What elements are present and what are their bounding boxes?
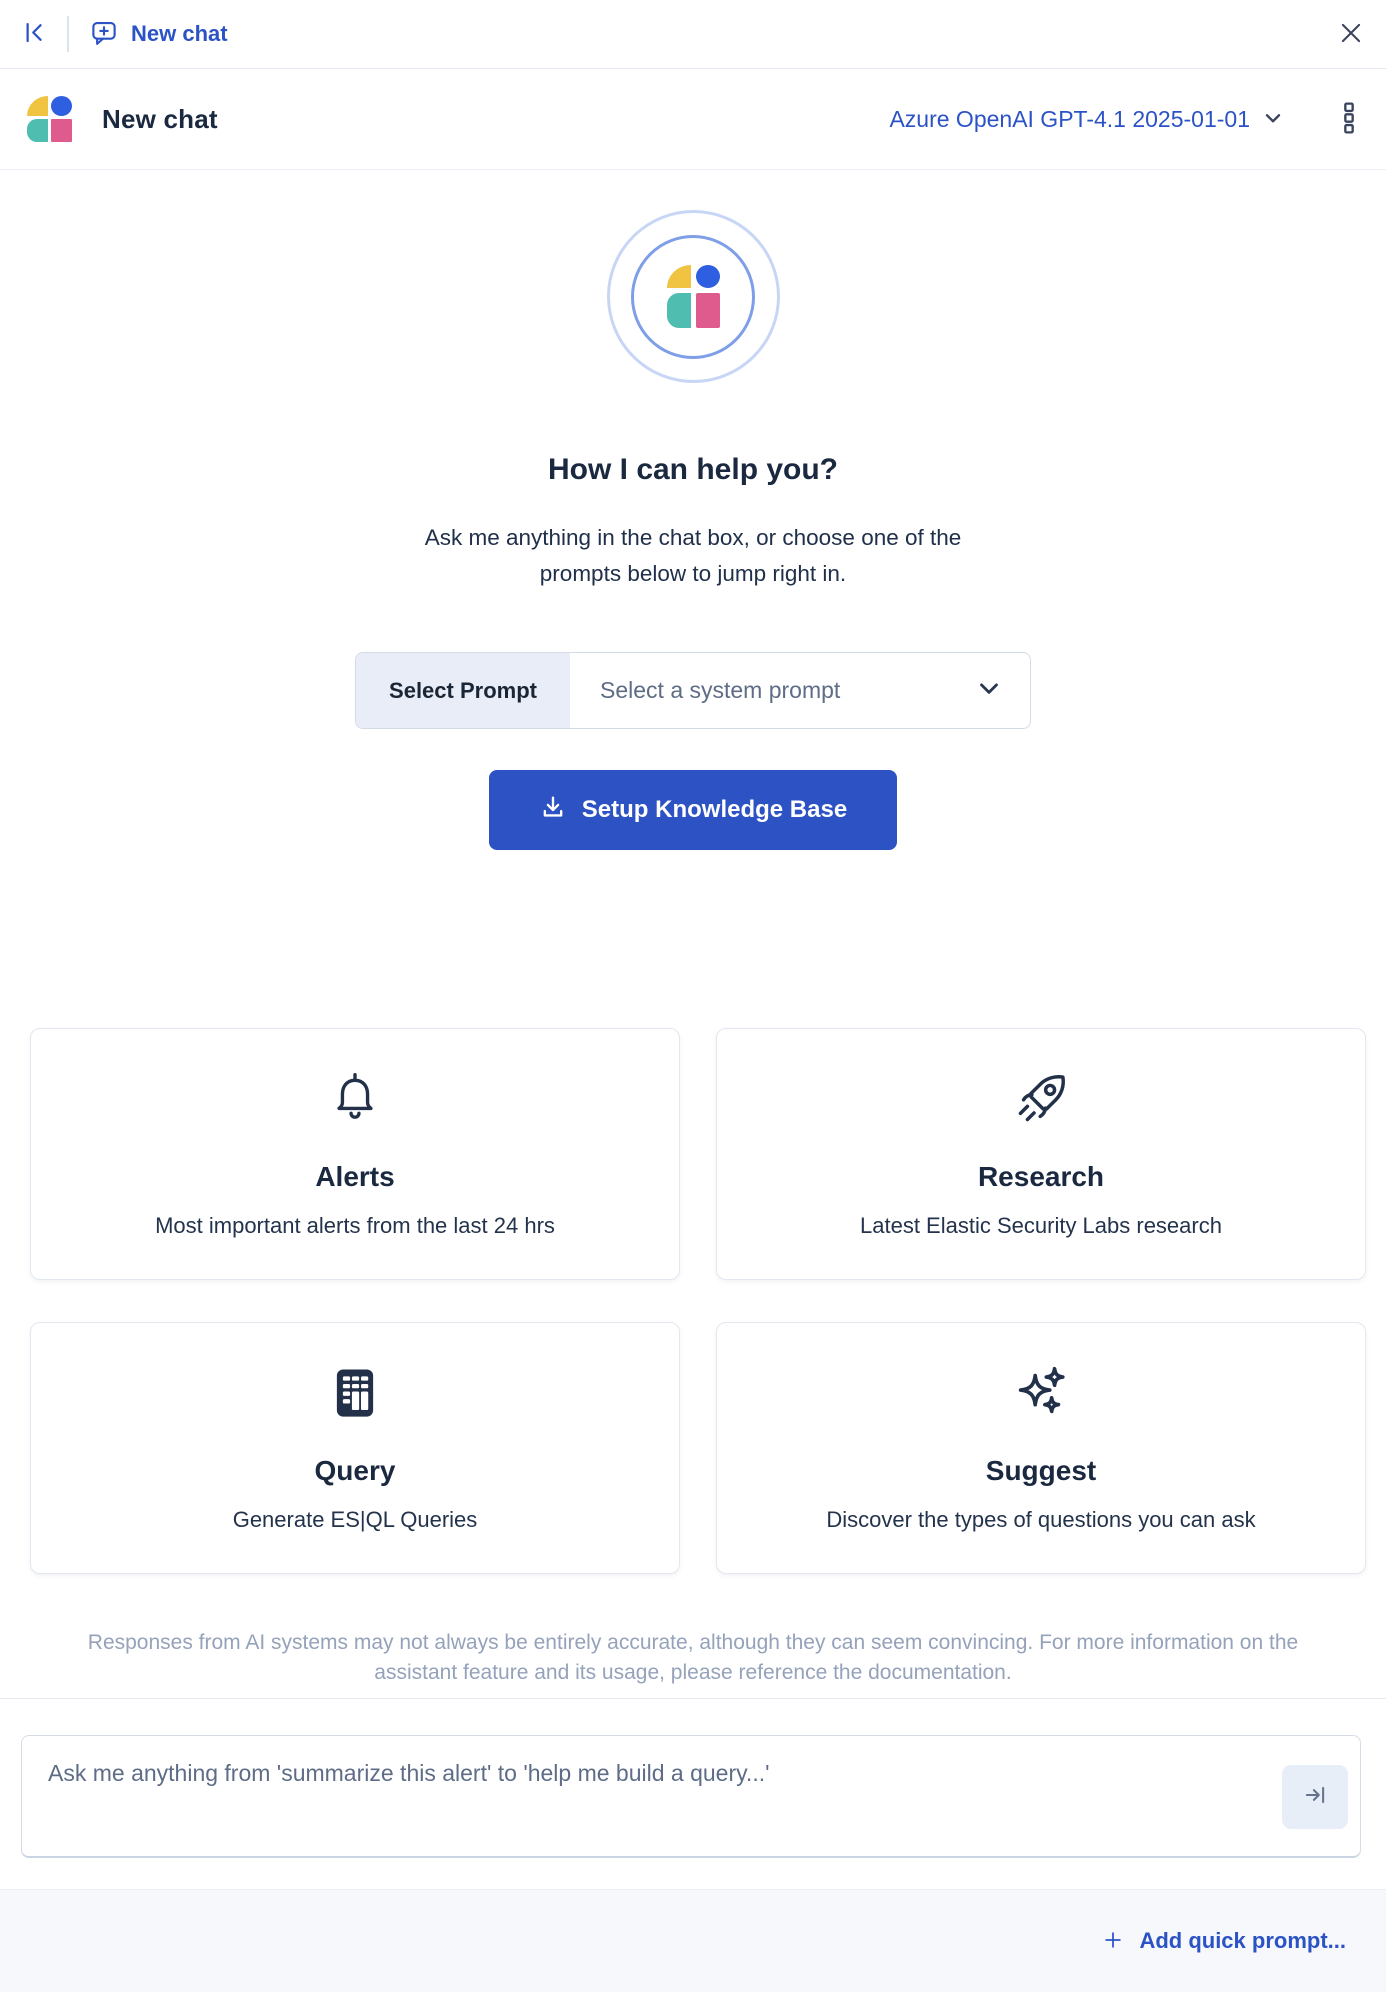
logo-shape-blue: [51, 96, 72, 116]
card-title: Query: [314, 1455, 396, 1486]
chat-composer: [21, 1735, 1361, 1858]
send-message-button[interactable]: [1282, 1765, 1348, 1829]
welcome-heading: How I can help you?: [547, 453, 839, 486]
ai-disclaimer: Responses from AI systems may not always be entirely accurate, although they can seem convincing. For more information on the assistant feature and its usage, please reference the documentation.: [87, 1631, 1299, 1684]
plus-icon: [1102, 1929, 1124, 1954]
assistant-logo-icon: [27, 96, 72, 142]
logo-shape-teal: [27, 119, 48, 142]
setup-knowledge-base-button[interactable]: [489, 770, 897, 850]
card-title: Alerts: [315, 1161, 395, 1192]
flyout-top-bar: [0, 0, 1386, 69]
vertical-divider: [67, 16, 69, 52]
assistant-logo-large-icon: [667, 265, 720, 328]
conversation-menu-button[interactable]: [1336, 101, 1362, 138]
prompt-card-alerts[interactable]: [30, 1028, 680, 1280]
connector-name: Azure OpenAI GPT-4.1 2025-01-01: [889, 105, 1250, 132]
chevron-to-line-left-icon: [22, 19, 49, 49]
composer-footer: [0, 1889, 1386, 1992]
system-prompt-select[interactable]: [355, 652, 1031, 729]
logo-shape-teal: [667, 293, 691, 328]
card-description: Latest Elastic Security Labs research: [860, 1213, 1222, 1238]
speech-bubble-plus-icon: [89, 18, 119, 51]
prompt-cards: [0, 1028, 1386, 1574]
logo-shape-yellow: [667, 265, 691, 288]
chat-input[interactable]: [21, 1735, 1361, 1858]
add-quick-prompt-label: Add quick prompt...: [1139, 1928, 1346, 1953]
setup-knowledge-base-label: Setup Knowledge Base: [581, 796, 848, 823]
new-chat-button[interactable]: [89, 18, 228, 51]
card-description: Most important alerts from the last 24 hrs: [155, 1213, 555, 1238]
logo-shape-blue: [696, 265, 720, 288]
system-prompt-select-value[interactable]: [570, 653, 1030, 728]
boxes-vertical-icon: [1336, 101, 1362, 138]
download-icon: [539, 793, 567, 828]
new-chat-label: New chat: [131, 21, 228, 46]
conversation-title: New chat: [102, 103, 218, 134]
card-title: Suggest: [985, 1455, 1097, 1486]
connector-selector[interactable]: [889, 105, 1286, 134]
system-prompt-placeholder: Select a system prompt: [600, 677, 841, 703]
bell-icon: [325, 1065, 385, 1133]
prompt-card-suggest[interactable]: [716, 1322, 1366, 1574]
sparkles-icon: [1010, 1359, 1072, 1427]
prompt-card-query[interactable]: [30, 1322, 680, 1574]
assistant-avatar: [607, 210, 780, 383]
logo-shape-pink: [51, 119, 72, 142]
chevron-down-icon: [1260, 105, 1286, 134]
chevron-down-icon: [974, 673, 1004, 709]
system-prompt-select-label: Select Prompt: [356, 653, 570, 728]
prompt-card-research[interactable]: [716, 1028, 1366, 1280]
assistant-avatar-ring: [631, 235, 755, 359]
card-title: Research: [977, 1161, 1105, 1192]
welcome-subheading: Ask me anything in the chat box, or choose one of the prompts below to jump right in.: [424, 525, 962, 586]
table-icon: [326, 1359, 384, 1427]
arrow-right-to-line-icon: [1302, 1782, 1328, 1811]
card-description: Discover the types of questions you can ask: [826, 1507, 1256, 1532]
add-quick-prompt-button[interactable]: [1102, 1928, 1346, 1954]
card-description: Generate ES|QL Queries: [232, 1507, 478, 1532]
conversation-header: [0, 69, 1386, 170]
rocket-icon: [1010, 1065, 1072, 1133]
collapse-conversations-button[interactable]: [22, 19, 49, 49]
logo-shape-yellow: [27, 96, 48, 116]
divider: [0, 1698, 1386, 1699]
logo-shape-pink: [696, 293, 720, 328]
close-icon: [1336, 18, 1366, 51]
close-flyout-button[interactable]: [1336, 18, 1366, 51]
